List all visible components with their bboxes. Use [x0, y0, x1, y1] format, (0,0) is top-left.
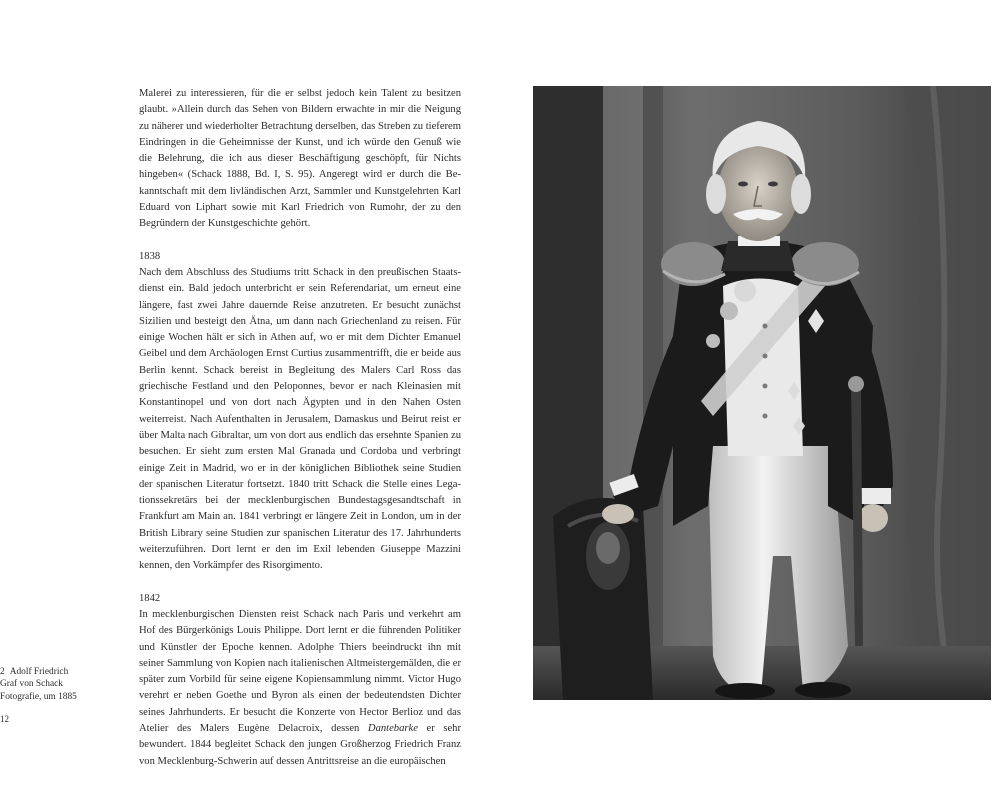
paragraph-1842-part-a: In mecklenburgischen Diensten reist Schack nach Paris und verkehrt am Hof des Bürgerkönigs Louis Philippe. Dort lernt er die führenden Politiker und Künstler der Epoche kennen. Adolphe Thiers beeindruckt ihn mit seiner Sammlung von Kopien nach italienischen Altmeistergemälden, die er später zum Vorbild für seine eigene Kopiensammlung nimmt. Victor Hugo verehrt er neben Goethe und Byron als einen der bedeutendsten Dichter seines Jahrhunderts. Er besucht die Konzerte von Hector Berlioz und das Atelier des Malers Eugène Delacroix, dessen [139, 608, 461, 734]
artwork-title-dantebarke: Dantebarke [367, 722, 418, 734]
caption-line-2: Graf von Schack [0, 679, 63, 690]
body-text-column [139, 86, 461, 770]
caption-line-1: Adolf Friedrich [9, 667, 69, 677]
portrait-photograph [533, 86, 991, 700]
page-number: 12 [0, 714, 9, 724]
paragraph-1838: Nach dem Abschluss des Studiums tritt Schack in den preußischen Staatsdienst ein. Bald jedoch unterbricht er sein Referendariat, um erneut eine längere, fast zwei Jahre dauernde Reise anzutreten. Er besucht zunächst Sizilien und besteigt den Ätna, um dann nach Griechenland zu reisen. Für einige Wochen hält er sich in Athen auf, wo er mit dem Dichter Emanuel Geibel und dem Archäologen Ernst Curtius zusammentrifft, die er beide aus Berlin kennt. Schack bereist in Begleitung des Malers Carl Ross das griechische Festland und den Peloponnes, bevor er nach Kleinasien mit Konstantinopel und von dort nach Ägypten und in den Nahen Osten weiterreist. Nach Aufenthalten in Jerusalem, Damaskus und Beirut reist er über Malta nach Gibraltar, um von dort aus endlich das ersehnte Spanien zu besuchen. Er sieht zum ersten Mal Granada und Cordoba und verbringt einige Zeit in Madrid, wo er in der königlichen Bibliothek seine Studien der spanischen Literatur fortsetzt. 1840 tritt Schack die Stelle eines Legationssekretärs bei der mecklenburgischen Bundestagsgesandtschaft in Frankfurt am Main an. 1841 verbringt er längere Zeit in London, um in der British Library seine Studien zur spanischen Literatur des 17. Jahrhunderts weiterzuführen. Dort lernt er den im Exil lebenden Giuseppe Mazzini kennen, den Vorkämpfer des Risorgimento. [139, 266, 461, 572]
year-heading-1838: 1838 [139, 250, 161, 262]
intro-paragraph: Malerei zu interessieren, für die er selbst jedoch kein Talent zu besitzen glaubt. »Allein durch das Sehen von Bildern erwachte in mir die Neigung zu näherer und wiederholter Betrachtung derselben, das Streben zu tieferem Eindringen in die Geheimnisse der Kunst, und ich würde den Genuß wie die Belehrung, die ich aus dieser Beschäftigung geschöpft, für Nichts hingeben« (Schack 1888, Bd. I, S. 95). Angeregt wird er durch die Bekanntschaft mit dem livländischen Arzt, Sammler und Kunstgelehrten Karl Eduard von Liphart sowie mit Karl Friedrich von Rumohr, der zu den Begründern der Kunstgeschichte gehört. [139, 88, 461, 230]
figure-caption [0, 666, 110, 703]
year-heading-1842: 1842 [139, 592, 161, 604]
caption-number: 2 [0, 667, 5, 677]
paragraph-1842-part-b: er sehr bewundert. 1844 begleitet Schack den jungen Großherzog Friedrich Franz von Mecklenburg-Schwerin auf dessen Antrittsreise an die europäischen [139, 722, 461, 767]
paragraph-1842 [139, 607, 461, 770]
caption-line-3: Fotografie, um 1885 [0, 691, 77, 702]
